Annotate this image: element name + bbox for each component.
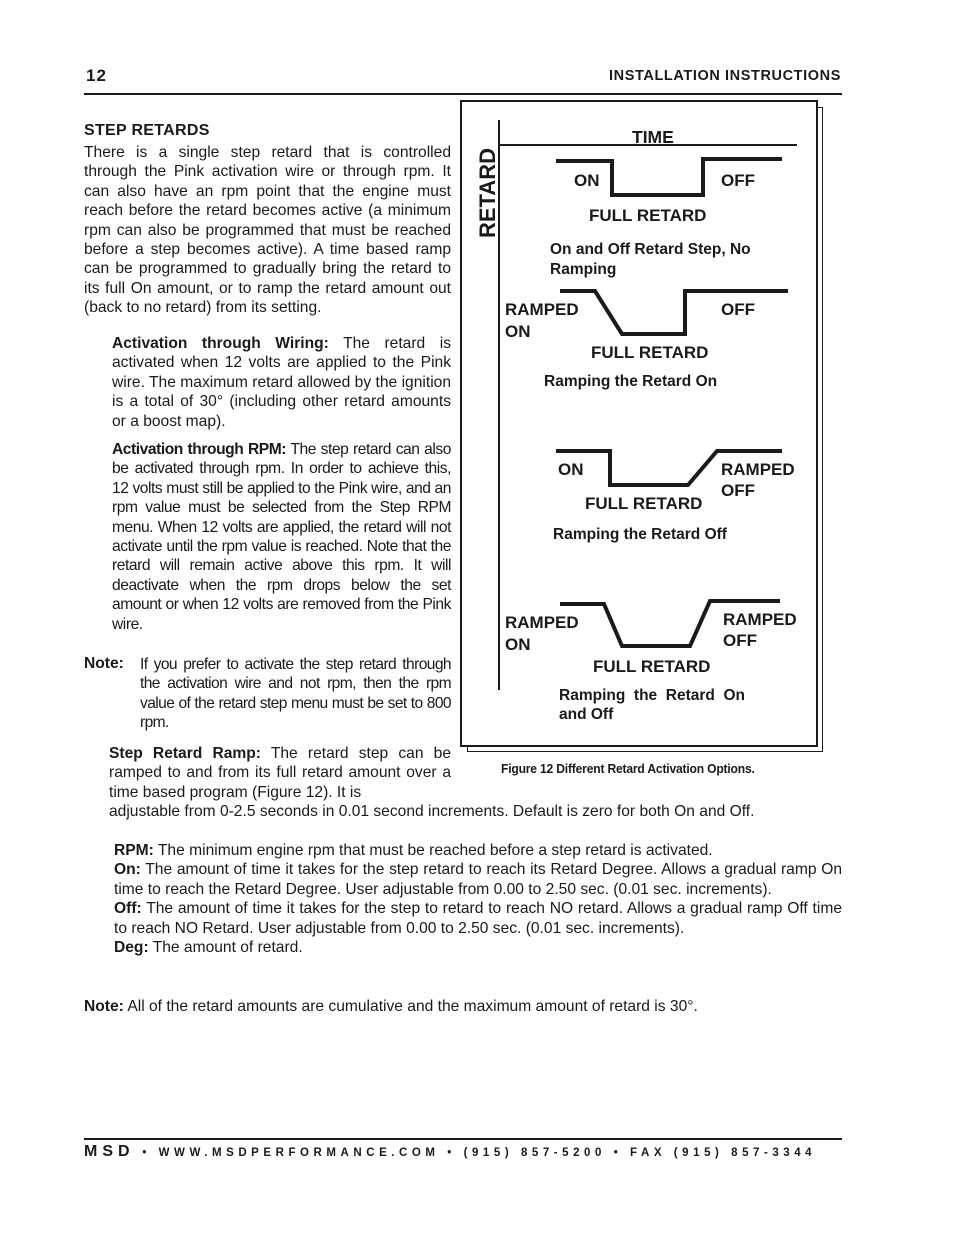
def-off-label: Off: <box>114 900 142 918</box>
def-deg-text: The amount of retard. <box>148 939 303 957</box>
footer-separator: • <box>447 1147 456 1159</box>
ramp-label: Step Retard Ramp: <box>109 745 261 762</box>
note2-text: All of the retard amounts are cumulative and the maximum amount of retard is 30°. <box>123 998 698 1015</box>
footer <box>84 1143 816 1161</box>
rpm-label: Activation through RPM: <box>112 441 287 458</box>
d2-on-label: ON <box>505 322 531 341</box>
d4-ramped-on-label-1: RAMPED <box>505 613 579 632</box>
d1-full-retard-label: FULL RETARD <box>589 206 707 225</box>
ramp-paragraph-continued: adjustable from 0-2.5 seconds in 0.01 second increments. Default is zero for both On and Off. <box>109 803 755 820</box>
footer-website: WWW.MSDPERFORMANCE.COM <box>158 1147 440 1159</box>
d4-full-retard-label: FULL RETARD <box>593 657 711 676</box>
d3-full-retard-label: FULL RETARD <box>585 494 703 513</box>
d1-caption-line1: On and Off Retard Step, No <box>550 241 751 258</box>
d4-ramped-on-label-2: ON <box>505 635 531 654</box>
footer-fax: FAX (915) 857-3344 <box>630 1147 817 1159</box>
figure-caption: Figure 12 Different Retard Activation Options. <box>501 761 755 776</box>
wiring-label: Activation through Wiring: <box>112 335 329 352</box>
d2-ramped-label: RAMPED <box>505 300 579 319</box>
d2-caption: Ramping the Retard On <box>544 373 718 390</box>
d1-off-label: OFF <box>721 171 755 190</box>
footer-brand: MSD <box>84 1143 135 1160</box>
d3-on-label: ON <box>558 460 584 479</box>
d4-caption-line2: and Off <box>559 706 614 723</box>
intro-paragraph: There is a single step retard that is controlled through the Pink activation wire or through rpm. It can also have an rpm point that the engine must reach before the retard becomes active (a minimum rpm can also be programmed that must be reached before a step becomes active). A time based ramp can be programmed to gradually bring the retard to its full On amount, or to ramp the retard amount out (back to no retard) from its setting. <box>84 144 451 317</box>
footer-separator: • <box>613 1147 623 1159</box>
d1-caption-line2: Ramping <box>550 261 617 278</box>
d1-on-label: ON <box>574 171 600 190</box>
rpm-text: The step retard can also be activated through rpm. In order to achieve this, 12 volts must still be applied to the Pink wire, and an rpm value must be selected from the Step RPM menu. When 12 volts are applied, the retard will not activate until the rpm value is reached. Note that the retard will remain active above this rpm. It will deactivate when the rpm drops below the set amount or when 12 volts are removed from the Pink wire. <box>112 441 451 633</box>
footer-separator: • <box>142 1147 151 1159</box>
d2-full-retard-label: FULL RETARD <box>591 343 709 362</box>
header-title: INSTALLATION INSTRUCTIONS <box>609 68 841 84</box>
wiring-text: The retard is activated when 12 volts are applied to the Pink wire. The maximum retard allowed by the ignition is a total of 30° (including other retard amounts or a boost map). <box>112 335 451 430</box>
note-label: Note: <box>84 655 124 672</box>
d3-off-label: OFF <box>721 481 755 500</box>
d4-caption-line1: Ramping the Retard On <box>559 687 746 704</box>
time-axis-label: TIME <box>632 127 674 147</box>
def-rpm-label: RPM: <box>114 842 154 859</box>
footer-rule <box>84 1138 842 1140</box>
d3-ramped-label: RAMPED <box>721 460 795 479</box>
def-rpm-text: The minimum engine rpm that must be reached before a step retard is activated. <box>153 842 713 859</box>
footer-phone: (915) 857-5200 <box>463 1147 606 1159</box>
def-off-text: The amount of time it takes for the step to retard to reach NO retard. Allows a gradual ramp Off time to reach NO Retard. User adjustable from 0.00 to 2.50 sec. (0.01 sec. increments). <box>114 900 842 937</box>
d4-ramped-off-label-2: OFF <box>723 631 757 650</box>
note-text: If you prefer to activate the step retard through the activation wire and not rpm, then the rpm value of the retard step menu must be set to 800 rpm. <box>140 656 451 732</box>
d4-ramped-off-label-1: RAMPED <box>723 610 797 629</box>
d2-off-label: OFF <box>721 300 755 319</box>
def-deg-label: Deg: <box>114 939 149 957</box>
section-title: STEP RETARDS <box>84 122 210 139</box>
d3-caption: Ramping the Retard Off <box>553 526 727 543</box>
retard-axis-label: RETARD <box>475 147 500 238</box>
page-number: 12 <box>86 66 107 85</box>
def-on-text: The amount of time it takes for the step retard to reach its Retard Degree. Allows a gradual ramp On time to reach the Retard Degree. User adjustable from 0.00 to 2.50 sec. (0.01 sec. increments). <box>114 861 842 898</box>
ramp-text: The retard step can be ramped to and from its full retard amount over a time based program (Figure 12). It is <box>109 745 451 801</box>
def-on-label: On: <box>114 861 141 879</box>
note2-label: Note: <box>84 998 124 1015</box>
